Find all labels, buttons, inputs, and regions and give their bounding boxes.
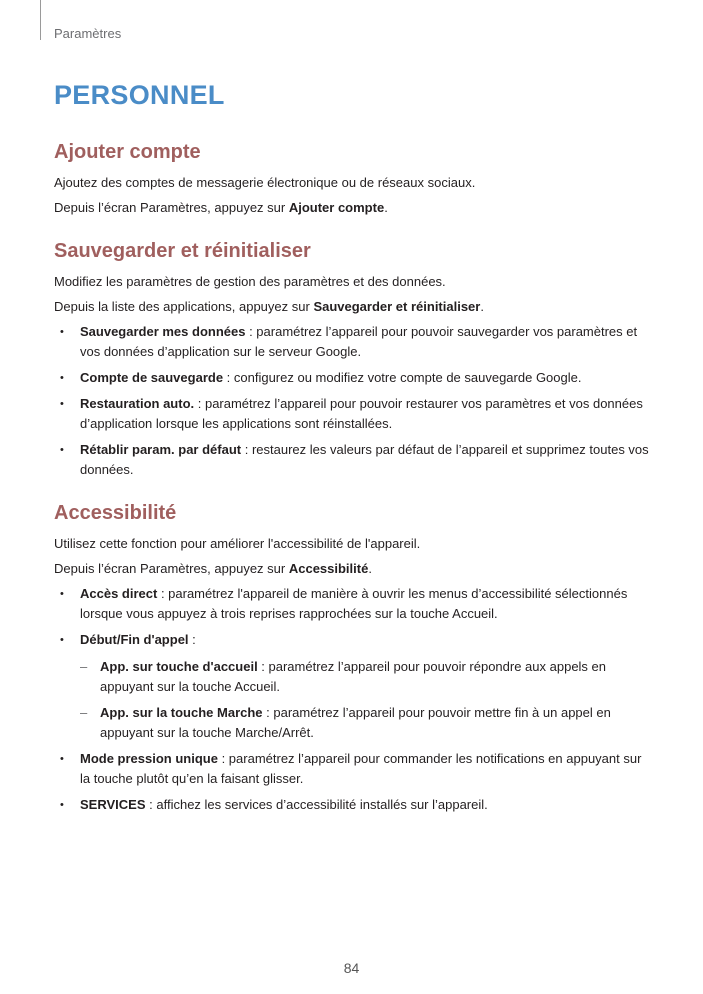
option-desc: : restaurez les valeurs par défaut de l’appareil et supprimez toutes vos données.	[80, 442, 649, 477]
list-item	[54, 630, 654, 743]
option-term: Compte de sauvegarde	[80, 370, 224, 385]
list-item	[54, 322, 654, 362]
accessibilite-options-list	[54, 584, 654, 815]
option-desc: :	[188, 632, 196, 647]
instruction-target: Accessibilité	[288, 561, 369, 576]
option-term: App. sur la touche Marche	[100, 705, 263, 720]
option-desc: : paramétrez l’appareil pour pouvoir mettre fin à un appel en appuyant sur la touche Marche/Arrêt.	[100, 705, 611, 740]
sauvegarder-intro: Modifiez les paramètres de gestion des paramètres et des données.	[54, 274, 446, 289]
sauvegarder-title: Sauvegarder et réinitialiser	[54, 240, 311, 262]
instruction-target: Sauvegarder et réinitialiser	[313, 299, 481, 314]
list-item	[54, 440, 654, 480]
header-rule	[40, 0, 41, 40]
option-desc: : configurez ou modifiez votre compte de sauvegarde Google.	[223, 370, 582, 385]
instruction-text: Depuis l’écran Paramètres, appuyez sur	[54, 561, 289, 576]
instruction-end: .	[384, 200, 388, 215]
sauvegarder-block	[54, 240, 654, 480]
ajouter-compte-block	[54, 141, 654, 218]
accessibilite-intro: Utilisez cette fonction pour améliorer l'accessibilité de l'appareil.	[54, 536, 421, 551]
ajouter-compte-intro: Ajoutez des comptes de messagerie électronique ou de réseaux sociaux.	[54, 175, 476, 190]
running-header: Paramètres	[54, 26, 122, 41]
option-desc: : paramétrez l’appareil pour pouvoir sauvegarder vos paramètres et vos données d’application sur le serveur Google.	[80, 324, 638, 359]
page-content	[54, 80, 654, 837]
instruction-text: Depuis l’écran Paramètres, appuyez sur	[54, 200, 289, 215]
accessibilite-block	[54, 502, 654, 815]
option-term: SERVICES	[80, 797, 146, 812]
list-item	[54, 584, 654, 624]
list-item	[54, 795, 654, 815]
instruction-text: Depuis la liste des applications, appuyez sur	[54, 299, 314, 314]
ajouter-compte-title: Ajouter compte	[54, 141, 201, 163]
call-options-sublist	[80, 657, 654, 743]
section-title: PERSONNEL	[54, 80, 225, 110]
option-term: Accès direct	[80, 586, 158, 601]
list-item	[54, 394, 654, 434]
option-term: Rétablir param. par défaut	[80, 442, 242, 457]
accessibilite-instructions	[54, 559, 654, 579]
instruction-end: .	[368, 561, 372, 576]
sub-list-item	[80, 657, 654, 697]
instruction-target: Ajouter compte	[288, 200, 385, 215]
option-term: Restauration auto.	[80, 396, 195, 411]
option-desc: : affichez les services d’accessibilité installés sur l’appareil.	[145, 797, 488, 812]
option-desc: : paramétrez l'appareil de manière à ouvrir les menus d’accessibilité sélectionnés lorsque vous appuyez à trois reprises rapprochées sur la touche Accueil.	[80, 586, 628, 621]
option-term: Début/Fin d'appel	[80, 632, 189, 647]
accessibilite-title: Accessibilité	[54, 502, 177, 524]
list-item	[54, 368, 654, 388]
sauvegarder-options-list	[54, 322, 654, 480]
list-item	[54, 749, 654, 789]
ajouter-compte-instructions	[54, 198, 654, 218]
option-term: App. sur touche d'accueil	[100, 659, 258, 674]
page-number: 84	[343, 960, 360, 976]
sauvegarder-instructions	[54, 297, 654, 317]
option-term: Sauvegarder mes données	[80, 324, 246, 339]
option-term: Mode pression unique	[80, 751, 218, 766]
option-desc: : paramétrez l’appareil pour commander les notifications en appuyant sur la touche plutôt qu’en la faisant glisser.	[80, 751, 642, 786]
instruction-end: .	[480, 299, 484, 314]
option-desc: : paramétrez l’appareil pour pouvoir restaurer vos paramètres et vos données d’application lorsque les applications sont réinstallées.	[80, 396, 643, 431]
option-desc: : paramétrez l’appareil pour pouvoir répondre aux appels en appuyant sur la touche Accueil.	[100, 659, 607, 694]
sub-list-item	[80, 703, 654, 743]
